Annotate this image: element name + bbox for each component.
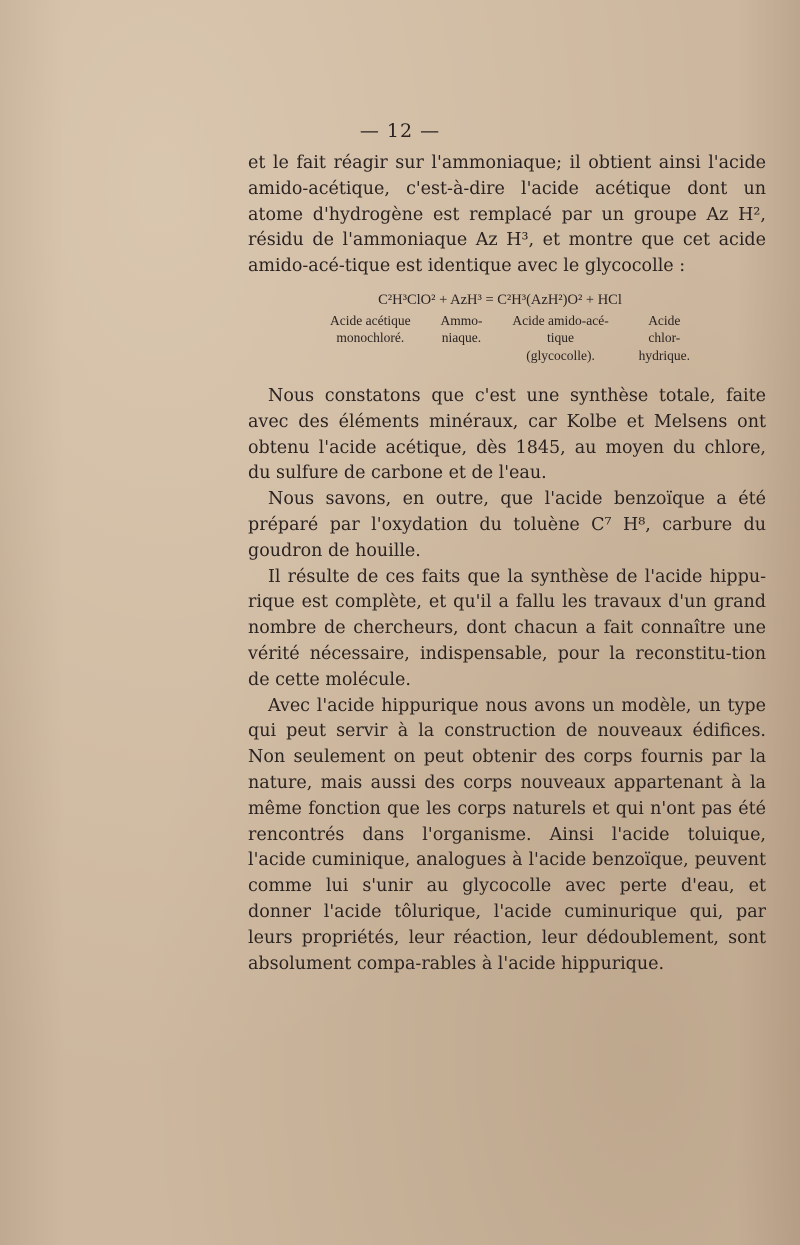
equation-label-1 bbox=[330, 312, 411, 365]
label-line: tique bbox=[547, 330, 575, 345]
label-line: chlor- bbox=[648, 330, 681, 345]
paragraph-3: Nous savons, en outre, que l'acide benzoïque a été préparé par l'oxydation du toluène C⁷ H⁸, carbure du goudron de houille. bbox=[248, 489, 766, 561]
label-line: Acide bbox=[648, 312, 681, 328]
label-line: Ammo- bbox=[440, 312, 483, 328]
body-paragraphs bbox=[248, 384, 766, 977]
equation-label-3 bbox=[512, 312, 608, 365]
equation-formula: C²H³ClO² + AzH³ = C²H³(AzH²)O² + HCl bbox=[378, 292, 622, 308]
label-line: niaque. bbox=[441, 330, 482, 345]
label-line: Acide acétique bbox=[330, 312, 411, 328]
equation-label-4 bbox=[639, 312, 690, 365]
label-line: hydrique. bbox=[638, 347, 690, 363]
equation-label-2 bbox=[440, 312, 482, 365]
intro-paragraph-block bbox=[248, 151, 766, 280]
paragraph-5: Avec l'acide hippurique nous avons un modèle, un type qui peut servir à la construction de nouveaux édifices. Non seulement on peut obtenir des corps fournis par la nature, mais aussi des corps nouveaux appartenant à la même fonction que les corps naturels et qui n'ont pas été rencontrés dans l'organisme. Ainsi l'acide toluique, l'acide cuminique, analogues à l'acide benzoïque, peuvent comme lui s'unir au glycocolle avec perte d'eau, et donner l'acide tôlurique, l'acide cuminurique qui, par leurs propriétés, leur réaction, leur dédoublement, sont absolument compa-rables à l'acide hippurique. bbox=[248, 695, 766, 974]
paragraph-4: Il résulte de ces faits que la synthèse de l'acide hippu-rique est complète, et qu'il a fallu les travaux d'un grand nombre de chercheurs, dont chacun a fait connaître une vérité nécessaire, indispensable, pour la reconstitu-tion de cette molécule. bbox=[248, 566, 766, 690]
label-line: (glycocolle). bbox=[526, 347, 595, 363]
paragraph-2: Nous constatons que c'est une synthèse totale, faite avec des éléments minéraux, car Kolbe et Melsens ont obtenu l'acide acétique, dès 1845, au moyen du chlore, du sulfure de carbone et de l'eau. bbox=[248, 386, 766, 484]
page-number: — 12 — bbox=[359, 120, 441, 142]
chemical-equation bbox=[330, 292, 690, 364]
label-line: Acide amido-acé- bbox=[512, 312, 609, 328]
paragraph-1: et le fait réagir sur l'ammoniaque; il obtient ainsi l'acide amido-acétique, c'est-à-dire l'acide acétique dont un atome d'hydrogène est remplacé par un groupe Az H², résidu de l'ammoniaque Az H³, et montre que cet acide amido-acé-tique est identique avec le glycocolle : bbox=[248, 153, 766, 277]
label-line: monochloré. bbox=[336, 330, 405, 345]
equation-labels bbox=[330, 312, 690, 365]
